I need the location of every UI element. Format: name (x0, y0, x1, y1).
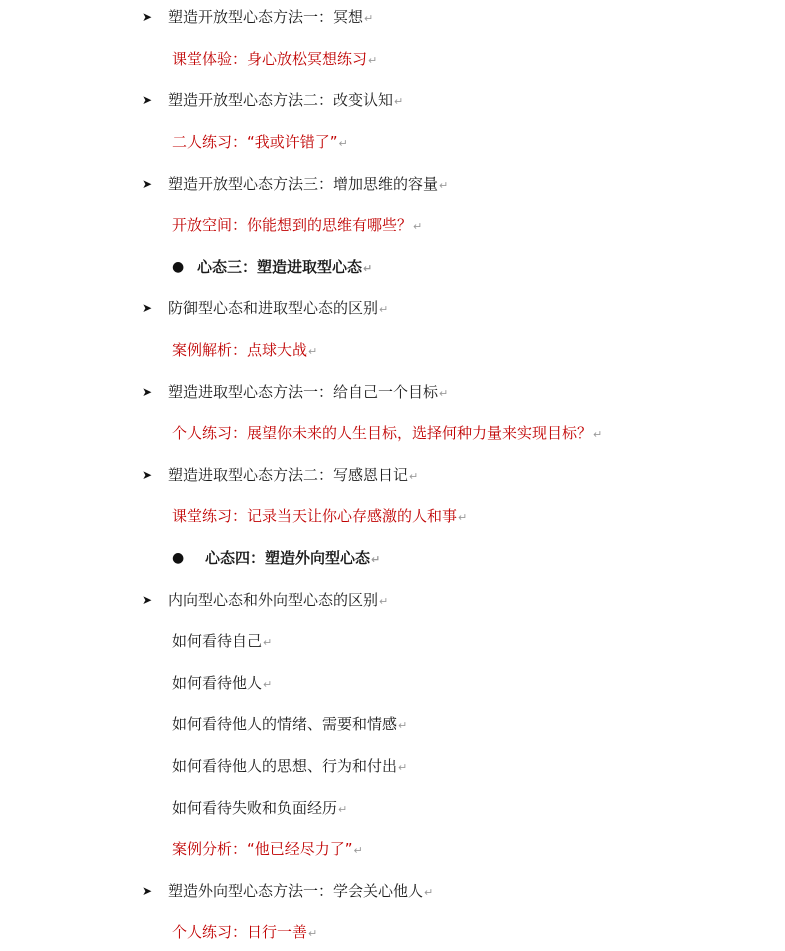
list-item (168, 89, 403, 111)
list-item-text: 如何看待他人的情绪、需要和情感 (172, 715, 398, 733)
return-mark-icon: ↵ (338, 803, 348, 816)
list-item (168, 880, 433, 902)
arrow-bullet-icon: ➤ (141, 177, 153, 191)
return-mark-icon: ↵ (409, 470, 419, 483)
list-item-text: 塑造开放型心态方法一：冥想 (168, 8, 364, 26)
arrow-bullet-icon: ➤ (141, 93, 153, 107)
list-item-text: 塑造开放型心态方法三：增加思维的容量 (168, 175, 439, 193)
return-mark-icon: ↵ (368, 54, 378, 67)
list-item (172, 797, 347, 819)
list-item-text: 课堂练习：记录当天让你心存感激的人和事 (172, 507, 458, 525)
return-mark-icon: ↵ (371, 553, 381, 566)
list-item-text: 开放空间：你能想到的思维有哪些？ (172, 216, 413, 234)
return-mark-icon: ↵ (593, 428, 603, 441)
list-item-text: 如何看待自己 (172, 632, 263, 650)
list-item (172, 713, 407, 735)
return-mark-icon: ↵ (364, 12, 374, 25)
list-item-text: 个人练习：日行一善 (172, 923, 308, 941)
return-mark-icon: ↵ (394, 95, 404, 108)
circle-bullet-icon: ● (172, 259, 185, 275)
list-item (168, 464, 418, 486)
return-mark-icon: ↵ (308, 927, 318, 940)
return-mark-icon: ↵ (424, 886, 434, 899)
list-item (172, 131, 348, 153)
list-item (172, 422, 602, 444)
list-item-text: 塑造外向型心态方法一：学会关心他人 (168, 882, 424, 900)
arrow-bullet-icon: ➤ (141, 301, 153, 315)
arrow-bullet-icon: ➤ (141, 468, 153, 482)
list-item (168, 297, 388, 319)
list-item (172, 672, 272, 694)
list-item-text: 如何看待他人的思想、行为和付出 (172, 757, 398, 775)
return-mark-icon: ↵ (263, 636, 273, 649)
return-mark-icon: ↵ (338, 137, 348, 150)
list-item (168, 589, 388, 611)
return-mark-icon: ↵ (398, 761, 408, 774)
section-heading-text: 心态三：塑造进取型心态 (197, 258, 363, 276)
list-item-text: 塑造进取型心态方法二：写感恩日记 (168, 466, 409, 484)
section-heading (205, 547, 380, 569)
return-mark-icon: ↵ (398, 719, 408, 732)
return-mark-icon: ↵ (413, 220, 423, 233)
return-mark-icon: ↵ (439, 387, 449, 400)
return-mark-icon: ↵ (379, 303, 389, 316)
list-item (168, 6, 373, 28)
list-item-text: 课堂体验：身心放松冥想练习 (172, 50, 368, 68)
list-item (168, 173, 448, 195)
list-item (172, 505, 467, 527)
arrow-bullet-icon: ➤ (141, 593, 153, 607)
section-heading (197, 256, 372, 278)
list-item (168, 381, 448, 403)
return-mark-icon: ↵ (263, 678, 273, 691)
list-item (172, 755, 407, 777)
return-mark-icon: ↵ (458, 511, 468, 524)
list-item-text: 如何看待他人 (172, 674, 263, 692)
list-item (172, 921, 317, 943)
circle-bullet-icon: ● (172, 550, 185, 566)
list-item-text: 案例解析：点球大战 (172, 341, 308, 359)
list-item-text: 塑造进取型心态方法一：给自己一个目标 (168, 383, 439, 401)
list-item (172, 48, 377, 70)
arrow-bullet-icon: ➤ (141, 884, 153, 898)
arrow-bullet-icon: ➤ (141, 385, 153, 399)
list-item-text: 内向型心态和外向型心态的区别 (168, 591, 379, 609)
list-item (172, 630, 272, 652)
list-item (172, 339, 317, 361)
return-mark-icon: ↵ (353, 844, 363, 857)
arrow-bullet-icon: ➤ (141, 10, 153, 24)
return-mark-icon: ↵ (379, 595, 389, 608)
section-heading-text: 心态四：塑造外向型心态 (205, 549, 371, 567)
list-item-text: 塑造开放型心态方法二：改变认知 (168, 91, 394, 109)
return-mark-icon: ↵ (308, 345, 318, 358)
list-item (172, 838, 363, 860)
list-item-text: 防御型心态和进取型心态的区别 (168, 299, 379, 317)
list-item (172, 214, 422, 236)
list-item-text: 二人练习：“我或许错了” (172, 133, 338, 151)
list-item-text: 个人练习：展望你未来的人生目标，选择何种力量来实现目标？ (172, 424, 593, 442)
return-mark-icon: ↵ (363, 262, 373, 275)
list-item-text: 如何看待失败和负面经历 (172, 799, 338, 817)
list-item-text: 案例分析：“他已经尽力了” (172, 840, 353, 858)
return-mark-icon: ↵ (439, 179, 449, 192)
